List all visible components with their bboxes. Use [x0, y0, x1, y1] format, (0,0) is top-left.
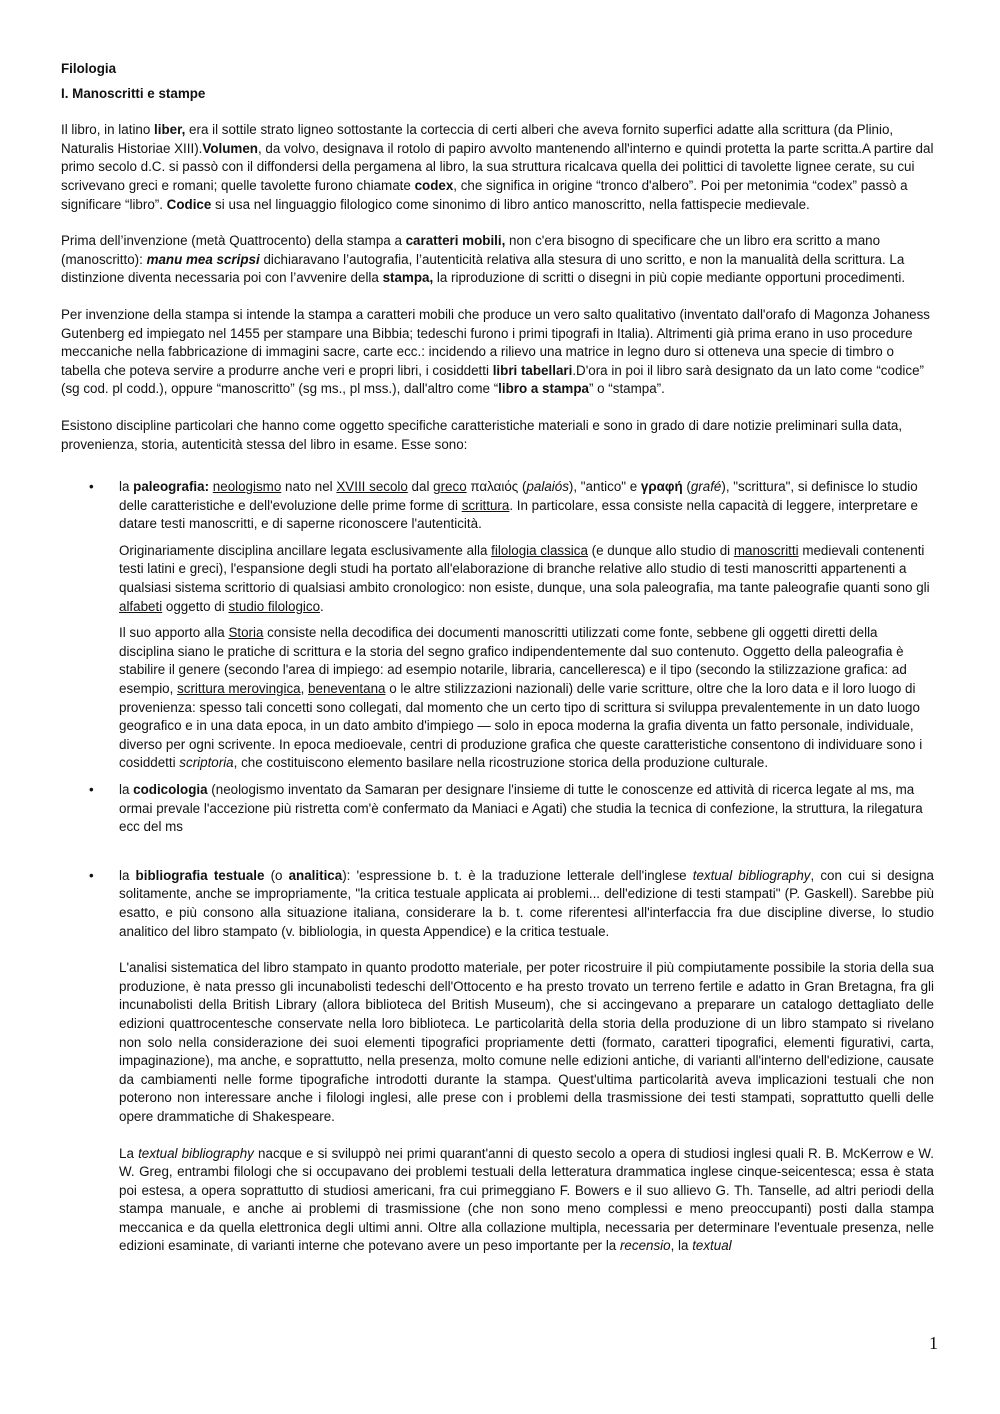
link-beneventana[interactable]: beneventana — [308, 681, 386, 697]
paleografia-storia: Il suo apporto alla Storia consiste nella decodifica dei documenti manoscritti utilizzati come fonte, sebbene gli oggetti diretti della disciplina siano le pratiche di scrittura e la storia del segno grafico indipendentemente dal suo contenuto. Oggetto della paleografia è stabilire il genere (secondo l'area di impiego: ad esempio notarile, libraria, cancelleresca) e il tipo (secondo la stilizzazione grafica: ad esempio, scrittura merovingica, beneventana o le altre stilizzazioni nazionali) delle varie scritture, oltre che la loro data e il loro luogo di provenienza: spesso tali concetti sono collegati, dal momento che un certo tipo di scrittura si sviluppa prevalentemente in un dato luogo geografico e in una data epoca, in un dato ambito d'impiego — solo in epoca moderna la grafia diventa un fatto personale, individuale, diverso per ogni scrivente. In epoca medioevale, centri di produzione grafica che queste caratteristiche consentono di individuare sono i cosiddetti scriptoria, che costituiscono elemento basilare nella ricostruzione storica della produzione culturale. — [119, 625, 923, 771]
link-alfabeti[interactable]: alfabeti — [119, 598, 163, 614]
page-number: 1 — [929, 1333, 938, 1353]
paragraph-invenzione: Per invenzione della stampa si intende la stampa a caratteri mobili che produce un vero salto qualitativo (inventato dall'orafo di Magonza Johaness Gutenberg ed impiegato nel 1455 per stampare una Bibbia; tedeschi furono i primi tipografi in Italia). Altrimenti già prima erano in uso procedure meccaniche nella fabbricazione di immagini sacre, carte ecc.: incidendo a rilievo una matrice in legno duro si otteneva una specie di timbro o tabella che poteva servire a produrre anche veri e propri libri, i cosiddetti libri tabellari.D'ora in poi il libro sarà designato da un lato come “codice” (sg cod. pl codd.), oppure “manoscritto” (sg ms., pl mss.), dall'altro come “libro a stampa” o “stampa”. — [61, 306, 930, 397]
paleografia-origini: Originariamente disciplina ancillare legata esclusivamente alla filologia classica (e dunque allo studio di manoscritti medievali contenenti testi latini e greci), l'espansione degli studi ha portato all'elaborazione di branche relative allo studio di testi manoscritti appartenenti a qualsiasi sistema scrittorio di qualsiasi ambito cronologico: non esiste, dunque, una sola paleografia, ma tante paleografie quanti sono gli alfabeti oggetto di studio filologico. — [119, 542, 930, 614]
list-item-paleografia: • la paleografia: neologismo nato nel XVIII secolo dal greco παλαιός (palaiós), "antico" e γραφή (grafé), "scrittura", si definisce lo studio delle caratteristiche e dell'evoluzione delle prime forme di scrittura. In particolare, essa consiste nella capacità di leggere, interpretare e datare testi manoscritti, e di saperne riconoscere l'autenticità. — [89, 479, 918, 532]
list-item-bibliografia-testuale: • la bibliografia testuale (o analitica): 'espressione b. t. è la traduzione letterale dell'inglese textual bibliography, con cui si designa solitamente, anche se impropriamente, "la critica testuale applicata ai problemi... dell'edizione di testi stampati" (P. Gaskell). Sarebbe più esatto, e più consono alla situazione italiana, considerare la b. t. come riferentesi all'interfaccia fra due discipline diverse, lo studio analitico del libro stampato (v. bibliologia, in questa Appendice) e la critica testuale. — [89, 867, 934, 939]
document-page — [61, 60, 934, 1256]
link-storia[interactable]: Storia — [228, 625, 264, 641]
link-filologia-classica[interactable]: filologia classica — [491, 542, 588, 558]
list-item-codicologia: • la codicologia (neologismo inventato da Samaran per designare l'insieme di tutte le conoscenze ed attività di ricerca legate al ms, ma ormai prevale l'accezione più ristretta com'è confermato da Maniaci e Agati) che studia la tecnica di confezione, la struttura, la rilegatura ecc del ms — [89, 782, 923, 835]
section-heading: I. Manoscritti e stampe — [61, 85, 206, 101]
paragraph-stampa: Prima dell’invenzione (metà Quattrocento) della stampa a caratteri mobili, non c'era bisogno di specificare che un libro era scritto a mano (manoscritto): manu mea scripsi dichiaravano l’autografia, l’autenticità relativa alla stesura di uno scritto, e non la manualità della scrittura. La distinzione diventa necessaria poi con l’avvenire della stampa, la riproduzione di scritti o disegni in più copie mediante opportuni procedimenti. — [61, 233, 906, 286]
link-greco[interactable]: greco — [433, 479, 467, 495]
link-manoscritti[interactable]: manoscritti — [733, 542, 799, 558]
bibliografia-analisi: L'analisi sistematica del libro stampato in quanto prodotto materiale, per poter ricostruire il più compiutamente possibile la storia della sua produzione, è nata presso gli incunabolisti tedeschi dell'Ottocento e ha presto trovato un terreno fertile e adatto in Gran Bretagna, fra gli incunabolisti della British Library (allora biblioteca del British Museum), che si accingevano a preparare un catalogo dettagliato delle edizioni quattrocentesche conservate nella loro biblioteca. Le particolarità della storia della produzione di un libro stampato si rivelano non solo nella considerazione dei suoi elementi tipografici propriamente detti (formato, caratteri tipografici, elementi figurativi, carta, impaginazione), ma anche, e soprattutto, nella presenza, molto comune nelle edizioni antiche, di varianti all'interno dell'edizione, causate da cambiamenti nelle forme tipografiche introdotti durante la stampa. Quest'ultima particolarità aveva implicazioni testuali che non poterono non interessare anche i filologi inglesi, alle prese con i problemi della trasmissione dei testi stampati, soprattutto quelli delle opere drammatiche di Shakespeare. — [119, 960, 934, 1124]
bullet-icon: • — [89, 867, 94, 883]
document-title: Filologia — [61, 61, 117, 76]
link-scrittura-merovingica[interactable]: scrittura merovingica — [177, 681, 301, 697]
paragraph-liber: Il libro, in latino liber, era il sottile strato ligneo sottostante la corteccia di certi alberi che aveva fornito superfici adatte alla scrittura (da Plinio, Naturalis Historiae XIII).Volumen, da volvo, designava il rotolo di papiro avvolto mantenendo all'interno e quindi protetta la parte scritta.A partire dal primo secolo d.C. si passò con il diffondersi della pergamena al libro, la sua struttura ricalcava quella dei polittici di tavolette lignee cerate, su cui scrivevano greci e romani; quelle tavolette furono chiamate codex, che significa in origine “tronco d'albero”. Poi per metonimia “codex” passò a significare “libro”. Codice si usa nel linguaggio filologico come sinonimo di libro antico manoscritto, nella fattispecie medievale. — [61, 122, 934, 212]
bullet-icon: • — [89, 479, 94, 495]
disciplines-list — [61, 478, 934, 534]
bibliografia-textual: La textual bibliography nacque e si sviluppò nei primi quarant'anni di questo secolo a opera di studiosi inglesi quali R. B. McKerrow e W. W. Greg, entrambi filologi che si occupavano dei problemi testuali della letteratura drammatica inglese cinque-seicentesca; essa è stata poi estesa, a opera soprattutto di studiosi americani, fra cui primeggiano F. Bowers e il suo allievo G. Th. Tanselle, ad altri periodi della stampa manuale, e anche ai problemi di trasmissione (che non sono meno complessi e meno preoccupanti) posti dalla stampa meccanica e da quella elettronica degli ultimi anni. Oltre alla collazione multipla, necessaria per determinare l'eventuale presenza, nelle edizioni esaminate, di varianti interne che potevano avere un peso importante per la recensio, la textual — [119, 1145, 934, 1254]
disciplines-list-continued — [61, 781, 934, 941]
bullet-icon: • — [89, 782, 94, 797]
link-neologismo[interactable]: neologismo — [212, 479, 282, 495]
link-studio-filologico[interactable]: studio filologico — [228, 598, 321, 614]
link-scrittura[interactable]: scrittura — [461, 497, 510, 513]
paragraph-discipline: Esistono discipline particolari che hanno come oggetto specifiche caratteristiche materiali e sono in grado di dare notizie preliminari sulla data, provenienza, storia, autenticità stessa del libro in esame. Esse sono: — [61, 417, 903, 452]
link-xviii-secolo[interactable]: XVIII secolo — [336, 479, 408, 495]
